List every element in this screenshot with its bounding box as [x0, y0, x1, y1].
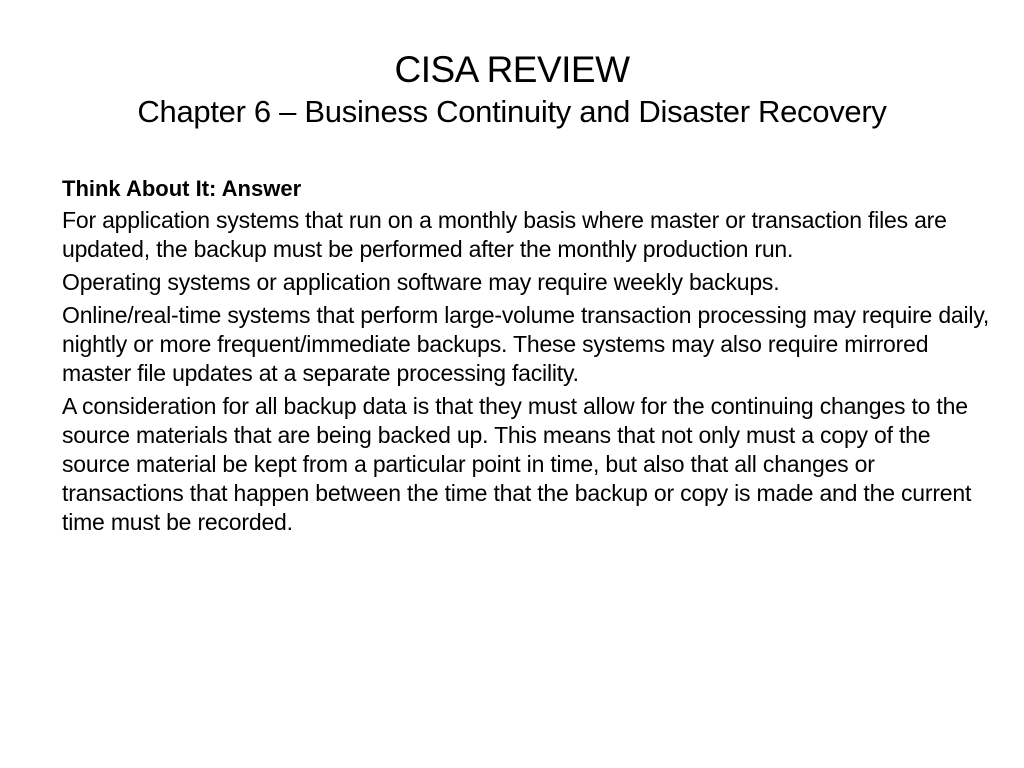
title-block: [40, 48, 984, 132]
paragraph-weekly-backup: Operating systems or application software may require weekly backups.: [62, 269, 780, 295]
paragraph-backup-consideration: A consideration for all backup data is that they must allow for the continuing changes to the source materials that are being backed up. This means that not only must a copy of the source material be kept from a particular point in time, but also that all changes or transactions that happen between the time that the backup or copy is made and the current time must be recorded.: [62, 393, 972, 535]
slide-title: CISA REVIEW: [394, 49, 630, 90]
slide-body: [62, 174, 992, 541]
paragraph-realtime-backup: Online/real-time systems that perform large-volume transaction processing may require daily, nightly or more frequent/immediate backups. These systems may also require mirrored master file updates at a separate processing facility.: [62, 302, 990, 386]
paragraph-monthly-backup: For application systems that run on a monthly basis where master or transaction files are updated, the backup must be performed after the monthly production run.: [62, 207, 947, 262]
slide-subtitle: Chapter 6 – Business Continuity and Disaster Recovery: [137, 94, 887, 129]
subheading: Think About It: Answer: [62, 176, 302, 201]
